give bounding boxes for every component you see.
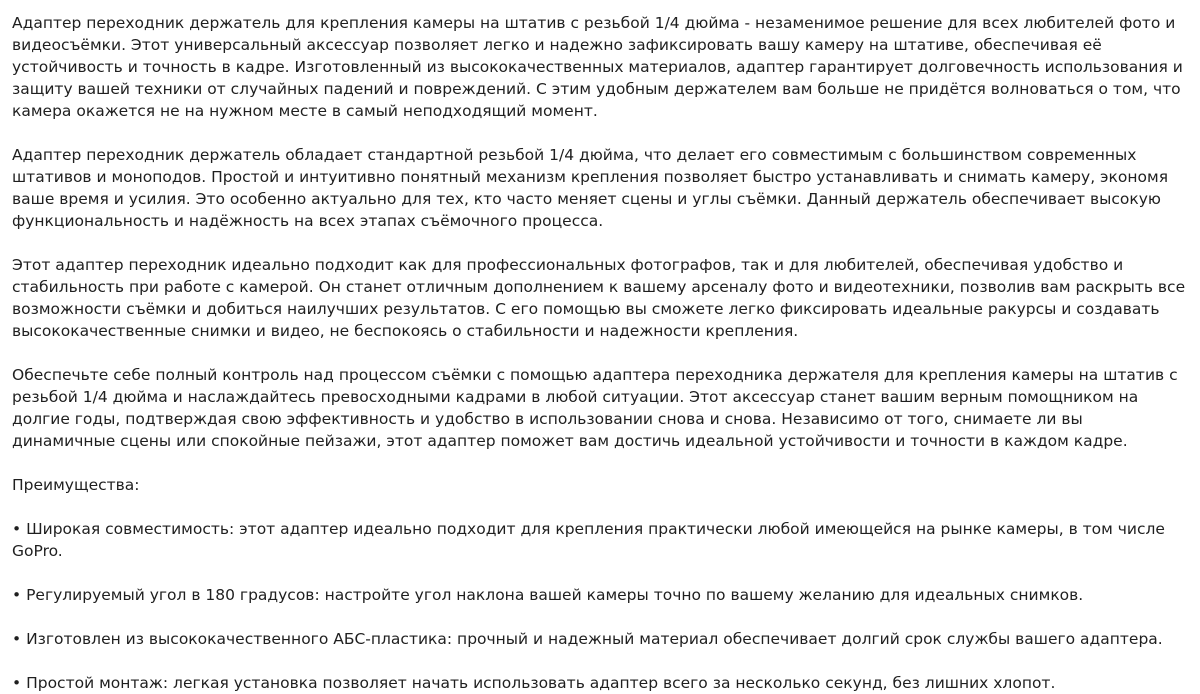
advantage-item-compatibility: • Широкая совместимость: этот адаптер идеально подходит для крепления практически любой имеющейся на рынке камеры, в том числе GoPro. [12, 520, 1165, 560]
description-paragraph-3: Этот адаптер переходник идеально подходит как для профессиональных фотографов, так и для любителей, обеспечивая удобство и стабильность при работе с камерой. Он станет отличным дополнением к вашему арсеналу фото и видеотехники, позволив вам раскрыть все возможности съёмки и добиться наилучших результатов. С его помощью вы сможете легко фиксировать идеальные ракурсы и создавать высококачественные снимки и видео, не беспокоясь о стабильности и надежности крепления. [12, 256, 1186, 340]
description-paragraph-2: Адаптер переходник держатель обладает стандартной резьбой 1/4 дюйма, что делает его совместимым с большинством современных штативов и моноподов. Простой и интуитивно понятный механизм крепления позволяет быстро устанавливать и снимать камеру, экономя ваше время и усилия. Это особенно актуально для тех, кто часто меняет сцены и углы съёмки. Данный держатель обеспечивает высокую функциональность и надёжность на всех этапах съёмочного процесса. [12, 146, 1169, 230]
advantage-item-mounting: • Простой монтаж: легкая установка позволяет начать использовать адаптер всего за несколько секунд, без лишних хлопот. [12, 674, 1056, 692]
advantage-item-material: • Изготовлен из высококачественного АБС-пластика: прочный и надежный материал обеспечивает долгий срок службы вашего адаптера. [12, 630, 1163, 648]
advantages-heading: Преимущества: [12, 476, 140, 494]
description-paragraph-1: Адаптер переходник держатель для крепления камеры на штатив с резьбой 1/4 дюйма - незаменимое решение для всех любителей фото и видеосъёмки. Этот универсальный аксессуар позволяет легко и надежно зафиксировать вашу камеру на штативе, обеспечивая её устойчивость и точность в кадре. Изготовленный из высококачественных материалов, адаптер гарантирует долговечность использования и защиту вашей техники от случайных падений и повреждений. С этим удобным держателем вам больше не придётся волноваться о том, что камера окажется не на нужном месте в самый неподходящий момент. [12, 14, 1183, 120]
advantage-item-angle: • Регулируемый угол в 180 градусов: настройте угол наклона вашей камеры точно по вашему желанию для идеальных снимков. [12, 586, 1084, 604]
description-paragraph-4: Обеспечьте себе полный контроль над процессом съёмки с помощью адаптера переходника держателя для крепления камеры на штатив с резьбой 1/4 дюйма и наслаждайтесь превосходными кадрами в любой ситуации. Этот аксессуар станет вашим верным помощником на долгие годы, подтверждая свою эффективность и удобство в использовании снова и снова. Независимо от того, снимаете ли вы динамичные сцены или спокойные пейзажи, этот адаптер поможет вам достичь идеальной устойчивости и точности в каждом кадре. [12, 366, 1178, 450]
